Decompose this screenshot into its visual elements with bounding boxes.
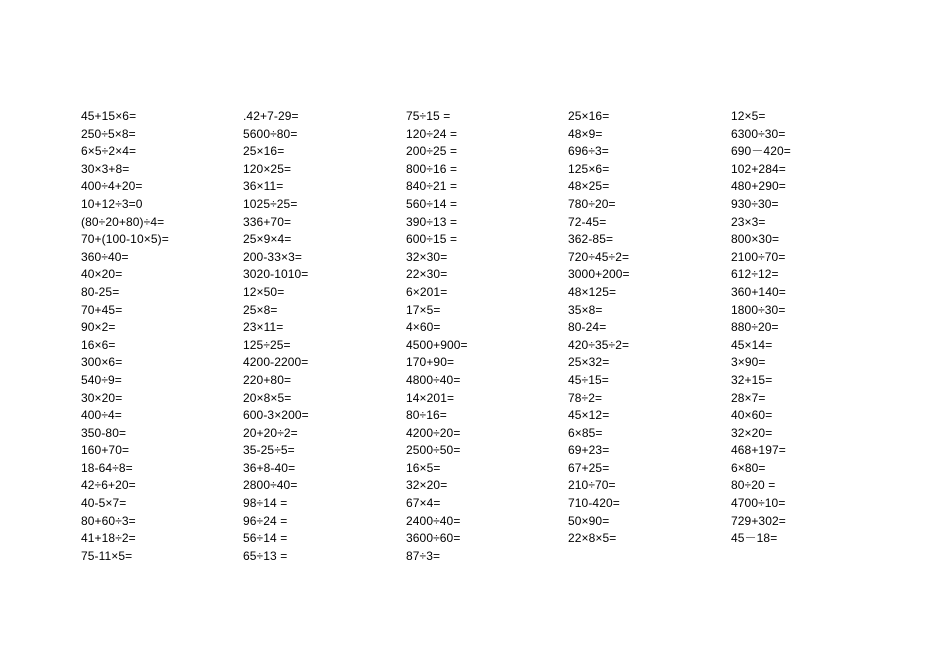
arithmetic-problem: 400÷4+20= bbox=[81, 179, 143, 194]
arithmetic-problem: 32×20= bbox=[406, 478, 448, 493]
arithmetic-problem: 42÷6+20= bbox=[81, 478, 136, 493]
arithmetic-problem: 35×8= bbox=[568, 302, 603, 317]
problem-column-4 bbox=[568, 108, 728, 548]
arithmetic-problem: 120×25= bbox=[243, 161, 292, 176]
arithmetic-problem: 45+15×6= bbox=[81, 109, 137, 123]
problem-column-3 bbox=[406, 108, 566, 565]
arithmetic-problem: 16×5= bbox=[406, 460, 441, 475]
arithmetic-problem: 200÷25 = bbox=[406, 144, 458, 159]
arithmetic-problem: 22×30= bbox=[406, 267, 448, 282]
arithmetic-problem: 48×25= bbox=[568, 179, 610, 194]
arithmetic-problem: (80÷20+80)÷4= bbox=[81, 214, 165, 229]
problem-column-2 bbox=[243, 108, 403, 565]
arithmetic-problem: 390÷13 = bbox=[406, 214, 458, 229]
arithmetic-problem: 23×3= bbox=[731, 214, 766, 229]
arithmetic-problem: 69+23= bbox=[568, 443, 610, 458]
arithmetic-problem: 362-85= bbox=[568, 232, 614, 247]
arithmetic-problem: 25×32= bbox=[568, 355, 610, 370]
arithmetic-problem: 696÷3= bbox=[568, 144, 609, 159]
arithmetic-problem: 880÷20= bbox=[731, 320, 779, 335]
arithmetic-problem: 612÷12= bbox=[731, 267, 779, 282]
arithmetic-problem: 30×20= bbox=[81, 390, 123, 405]
arithmetic-problem: 48×125= bbox=[568, 284, 617, 299]
arithmetic-problem: 96÷24 = bbox=[243, 513, 288, 528]
arithmetic-problem: 36×11= bbox=[243, 179, 284, 194]
arithmetic-problem: 80-24= bbox=[568, 320, 607, 335]
arithmetic-problem: 25×16= bbox=[568, 109, 610, 123]
arithmetic-problem: 22×8×5= bbox=[568, 531, 617, 546]
arithmetic-problem: 67×4= bbox=[406, 496, 441, 511]
arithmetic-problem: 125×6= bbox=[568, 161, 610, 176]
arithmetic-problem: 10+12÷3=0 bbox=[81, 196, 143, 211]
problem-column-1 bbox=[81, 108, 241, 565]
arithmetic-problem: 4×60= bbox=[406, 320, 441, 335]
arithmetic-problem: 480+290= bbox=[731, 179, 786, 194]
arithmetic-problem: 800×30= bbox=[731, 232, 780, 247]
arithmetic-problem: 3×90= bbox=[731, 355, 766, 370]
arithmetic-problem: 560÷14 = bbox=[406, 196, 458, 211]
arithmetic-problem: 75-11×5= bbox=[81, 548, 133, 563]
arithmetic-problem: 540÷9= bbox=[81, 372, 122, 387]
arithmetic-problem: 25×8= bbox=[243, 302, 278, 317]
arithmetic-problem: 120÷24 = bbox=[406, 126, 458, 141]
arithmetic-problem: 18-64÷8= bbox=[81, 460, 133, 475]
arithmetic-problem: 45×12= bbox=[568, 408, 610, 423]
arithmetic-problem: 67+25= bbox=[568, 460, 610, 475]
arithmetic-problem: 2100÷70= bbox=[731, 249, 786, 264]
arithmetic-problem: 720÷45÷2= bbox=[568, 249, 630, 264]
arithmetic-problem: 16×6= bbox=[81, 337, 116, 352]
arithmetic-problem: 468+197= bbox=[731, 443, 786, 458]
arithmetic-problem: 6×201= bbox=[406, 284, 448, 299]
arithmetic-problem: 2500÷50= bbox=[406, 443, 461, 458]
arithmetic-problem: 56÷14 = bbox=[243, 531, 288, 546]
arithmetic-problem: 45－18= bbox=[731, 531, 778, 546]
arithmetic-problem: 400÷4= bbox=[81, 408, 122, 423]
arithmetic-problem: 220+80= bbox=[243, 372, 292, 387]
arithmetic-problem: 40×60= bbox=[731, 408, 773, 423]
arithmetic-problem: 125÷25= bbox=[243, 337, 291, 352]
problem-column-5 bbox=[731, 108, 891, 548]
arithmetic-problem: 75÷15 = bbox=[406, 109, 451, 123]
arithmetic-problem: 40-5×7= bbox=[81, 496, 127, 511]
arithmetic-problem: 70+(100-10×5)= bbox=[81, 232, 169, 247]
arithmetic-problem: 4500+900= bbox=[406, 337, 468, 352]
arithmetic-problem: 50×90= bbox=[568, 513, 610, 528]
arithmetic-problem: 78÷2= bbox=[568, 390, 603, 405]
arithmetic-problem: 336+70= bbox=[243, 214, 292, 229]
arithmetic-problem: 20+20÷2= bbox=[243, 425, 298, 440]
arithmetic-problem: 930÷30= bbox=[731, 196, 779, 211]
arithmetic-problem: 780÷20= bbox=[568, 196, 616, 211]
arithmetic-problem: 80+60÷3= bbox=[81, 513, 136, 528]
arithmetic-problem: 14×201= bbox=[406, 390, 455, 405]
arithmetic-problem: 80÷20 = bbox=[731, 478, 776, 493]
arithmetic-problem: 28×7= bbox=[731, 390, 766, 405]
arithmetic-problem: 2800÷40= bbox=[243, 478, 298, 493]
arithmetic-problem: 360÷40= bbox=[81, 249, 129, 264]
arithmetic-problem: 4200÷20= bbox=[406, 425, 461, 440]
arithmetic-problem: 690－420= bbox=[731, 144, 791, 159]
arithmetic-problem: 1025÷25= bbox=[243, 196, 298, 211]
arithmetic-problem: 600÷15 = bbox=[406, 232, 458, 247]
arithmetic-problem: 6×80= bbox=[731, 460, 766, 475]
arithmetic-problem: 840÷21 = bbox=[406, 179, 458, 194]
arithmetic-problem: 2400÷40= bbox=[406, 513, 461, 528]
arithmetic-problem: 360+140= bbox=[731, 284, 786, 299]
arithmetic-problem: .42+7-29= bbox=[243, 109, 299, 123]
arithmetic-problem: 70+45= bbox=[81, 302, 123, 317]
arithmetic-problem: 420÷35÷2= bbox=[568, 337, 630, 352]
arithmetic-problem: 32×30= bbox=[406, 249, 448, 264]
arithmetic-problem: 12×50= bbox=[243, 284, 285, 299]
arithmetic-problem: 87÷3= bbox=[406, 548, 441, 563]
arithmetic-problem: 40×20= bbox=[81, 267, 123, 282]
arithmetic-problem: 250÷5×8= bbox=[81, 126, 136, 141]
arithmetic-problem: 102+284= bbox=[731, 161, 786, 176]
arithmetic-problem: 1800÷30= bbox=[731, 302, 786, 317]
arithmetic-problem: 65÷13 = bbox=[243, 548, 288, 563]
arithmetic-problem: 160+70= bbox=[81, 443, 130, 458]
arithmetic-problem: 4800÷40= bbox=[406, 372, 461, 387]
arithmetic-problem: 800÷16 = bbox=[406, 161, 458, 176]
arithmetic-problem: 23×11= bbox=[243, 320, 284, 335]
arithmetic-problem: 710-420= bbox=[568, 496, 620, 511]
arithmetic-problem: 4700÷10= bbox=[731, 496, 786, 511]
arithmetic-problem: 32×20= bbox=[731, 425, 773, 440]
arithmetic-problem: 6300÷30= bbox=[731, 126, 786, 141]
arithmetic-problem: 30×3+8= bbox=[81, 161, 130, 176]
arithmetic-problem: 6×85= bbox=[568, 425, 603, 440]
arithmetic-problem: 200-33×3= bbox=[243, 249, 302, 264]
arithmetic-problem: 600-3×200= bbox=[243, 408, 309, 423]
arithmetic-problem: 20×8×5= bbox=[243, 390, 292, 405]
arithmetic-problem: 36+8-40= bbox=[243, 460, 296, 475]
arithmetic-problem: 3020-1010= bbox=[243, 267, 309, 282]
arithmetic-problem: 300×6= bbox=[81, 355, 123, 370]
arithmetic-problem: 25×16= bbox=[243, 144, 285, 159]
arithmetic-problem: 5600÷80= bbox=[243, 126, 298, 141]
arithmetic-problem: 12×5= bbox=[731, 109, 766, 123]
arithmetic-problem: 48×9= bbox=[568, 126, 603, 141]
arithmetic-problem: 41+18÷2= bbox=[81, 531, 136, 546]
arithmetic-problem: 210÷70= bbox=[568, 478, 616, 493]
arithmetic-problem: 72-45= bbox=[568, 214, 607, 229]
arithmetic-problem: 3600÷60= bbox=[406, 531, 461, 546]
arithmetic-problem: 45÷15= bbox=[568, 372, 609, 387]
arithmetic-problem: 45×14= bbox=[731, 337, 773, 352]
arithmetic-problem: 17×5= bbox=[406, 302, 441, 317]
arithmetic-problem: 4200-2200= bbox=[243, 355, 309, 370]
arithmetic-problem: 80-25= bbox=[81, 284, 120, 299]
arithmetic-problem: 35-25÷5= bbox=[243, 443, 295, 458]
arithmetic-problem: 6×5÷2×4= bbox=[81, 144, 137, 159]
math-worksheet bbox=[0, 108, 950, 568]
arithmetic-problem: 90×2= bbox=[81, 320, 116, 335]
arithmetic-problem: 170+90= bbox=[406, 355, 455, 370]
arithmetic-problem: 80÷16= bbox=[406, 408, 447, 423]
arithmetic-problem: 729+302= bbox=[731, 513, 786, 528]
arithmetic-problem: 98÷14 = bbox=[243, 496, 288, 511]
arithmetic-problem: 25×9×4= bbox=[243, 232, 292, 247]
arithmetic-problem: 32+15= bbox=[731, 372, 773, 387]
arithmetic-problem: 350-80= bbox=[81, 425, 127, 440]
arithmetic-problem: 3000+200= bbox=[568, 267, 630, 282]
